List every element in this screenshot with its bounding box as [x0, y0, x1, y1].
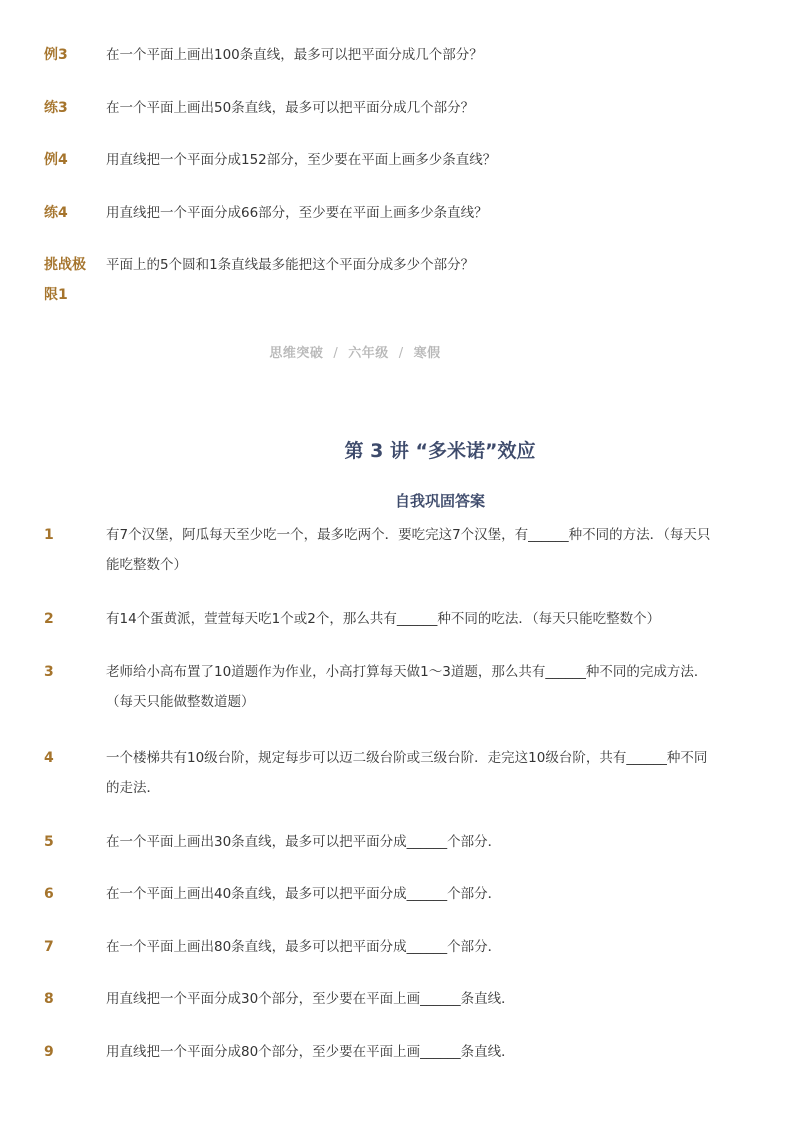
footer-grade: 六年级: [348, 346, 389, 361]
exercise-text: 在一个平面上画出40条直线，最多可以把平面分成______个部分．: [106, 886, 502, 902]
exercise-text: 在一个平面上画出30条直线，最多可以把平面分成______个部分．: [106, 834, 502, 850]
footer-separator: /: [333, 346, 339, 361]
example-label: 例4: [44, 152, 68, 168]
exercise-number: 9: [44, 1044, 54, 1060]
exercise-text: 用直线把一个平面分成30个部分，至少要在平面上画______条直线．: [106, 991, 515, 1007]
exercise-number: 5: [44, 834, 54, 850]
page-footer: [0, 342, 710, 361]
example-label: 练3: [44, 100, 68, 116]
exercise-text: 用直线把一个平面分成80个部分，至少要在平面上画______条直线．: [106, 1044, 515, 1060]
section-title: 自我巩固答案: [394, 492, 485, 510]
exercise-text: 有14个蛋黄派，萱萱每天吃1个或2个，那么共有______种不同的吃法．（每天只能吃整数个）: [106, 611, 661, 627]
exercise-number: 6: [44, 886, 54, 902]
exercise-number: 2: [44, 611, 54, 627]
exercise-number: 3: [44, 664, 54, 680]
exercise-text: 老师给小高布置了10道题作为作业，小高打算每天做1～3道题，那么共有______种不同的完成方法．（每天只能做整数道题）: [106, 664, 708, 710]
exercise-text: 有7个汉堡，阿瓜每天至少吃一个，最多吃两个．要吃完这7个汉堡，有______种不同的方法．（每天只能吃整数个）: [106, 527, 711, 573]
example-label: 练4: [44, 205, 68, 221]
exercise-text: 在一个平面上画出80条直线，最多可以把平面分成______个部分．: [106, 939, 502, 955]
exercise-number: 1: [44, 527, 54, 543]
example-text: 平面上的5个圆和1条直线最多能把这个平面分成多少个部分？: [106, 257, 475, 273]
exercise-number: 7: [44, 939, 54, 955]
footer-separator: /: [398, 346, 404, 361]
example-label: 例3: [44, 47, 68, 63]
example-text: 用直线把一个平面分成152部分，至少要在平面上画多少条直线？: [106, 152, 497, 168]
lecture-title: 第 3 讲 “多米诺”效应: [344, 440, 536, 462]
exercise-number: 8: [44, 991, 54, 1007]
example-text: 在一个平面上画出100条直线，最多可以把平面分成几个部分？: [106, 47, 483, 63]
footer-series: 思维突破: [269, 346, 324, 361]
example-text: 用直线把一个平面分成66部分，至少要在平面上画多少条直线？: [106, 205, 488, 221]
footer-term: 寒假: [413, 346, 441, 361]
exercise-number: 4: [44, 750, 54, 766]
exercise-text: 一个楼梯共有10级台阶，规定每步可以迈二级台阶或三级台阶．走完这10级台阶，共有______种不同的走法．: [106, 750, 708, 796]
example-text: 在一个平面上画出50条直线，最多可以把平面分成几个部分？: [106, 100, 475, 116]
example-label: 挑战极限1: [44, 257, 86, 303]
